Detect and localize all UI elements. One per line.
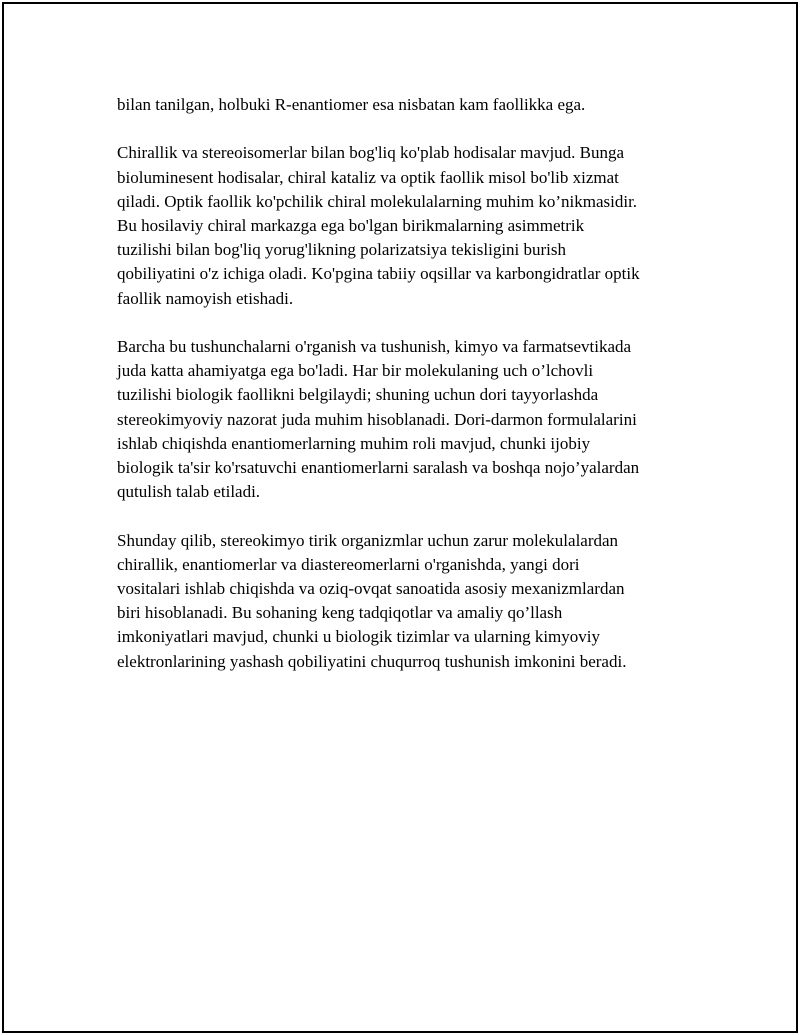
text-line: Chirallik va stereoisomerlar bilan bog'liq ko'plab hodisalar mavjud. Bunga: [117, 143, 625, 163]
text-line: faollik namoyish etishadi.: [117, 288, 294, 308]
text-line: Shunday qilib, stereokimyo tirik organizmlar uchun zarur molekulalardan: [117, 530, 619, 550]
text-line: biologik ta'sir ko'rsatuvchi enantiomerlarni saralash va boshqa nojo’yalardan: [117, 458, 640, 478]
text-line: qobiliyatini o'z ichiga oladi. Ko'pgina tabiiy oqsillar va karbongidratlar optik: [117, 264, 640, 284]
text-line: Bu hosilaviy chiral markazga ega bo'lgan birikmalarning asimmetrik: [117, 216, 585, 235]
text-line: bilan tanilgan, holbuki R-enantiomer esa nisbatan kam faollikka ega.: [117, 95, 586, 114]
paragraph-1: [117, 93, 697, 117]
text-line: tuzilishi bilan bog'liq yorug'likning polarizatsiya tekisligini burish: [117, 240, 567, 260]
paragraph-4: [117, 529, 697, 674]
text-line: juda katta ahamiyatga ega bo'ladi. Har bir molekulaning uch o’lchovli: [117, 361, 594, 381]
text-line: tuzilishi biologik faollikni belgilaydi; shuning uchun dori tayyorlashda: [117, 385, 599, 405]
document-body: [117, 93, 697, 698]
text-line: qutulish talab etiladi.: [117, 482, 261, 502]
paragraph-3: [117, 335, 697, 504]
paragraph-2: [117, 141, 697, 310]
text-line: qiladi. Optik faollik ko'pchilik chiral molekulalarning muhim ko’nikmasidir.: [117, 191, 638, 211]
text-line: bioluminesent hodisalar, chiral kataliz va optik faollik misol bo'lib xizmat: [117, 167, 619, 187]
text-line: biri hisoblanadi. Bu sohaning keng tadqiqotlar va amaliy qo’llash: [117, 603, 563, 623]
text-line: vositalari ishlab chiqishda va oziq-ovqat sanoatida asosiy mexanizmlardan: [117, 579, 625, 599]
text-line: elektronlarining yashash qobiliyatini chuqurroq tushunish imkonini beradi.: [117, 651, 627, 671]
text-line: imkoniyatlari mavjud, chunki u biologik tizimlar va ularning kimyoviy: [117, 627, 601, 647]
text-line: ishlab chiqishda enantiomerlarning muhim roli mavjud, chunki ijobiy: [117, 433, 591, 453]
text-line: stereokimyoviy nazorat juda muhim hisoblanadi. Dori-darmon formulalarini: [117, 409, 637, 429]
text-line: chirallik, enantiomerlar va diastereomerlarni o'rganishda, yangi dori: [117, 554, 580, 574]
text-line: Barcha bu tushunchalarni o'rganish va tushunish, kimyo va farmatsevtikada: [117, 337, 632, 356]
